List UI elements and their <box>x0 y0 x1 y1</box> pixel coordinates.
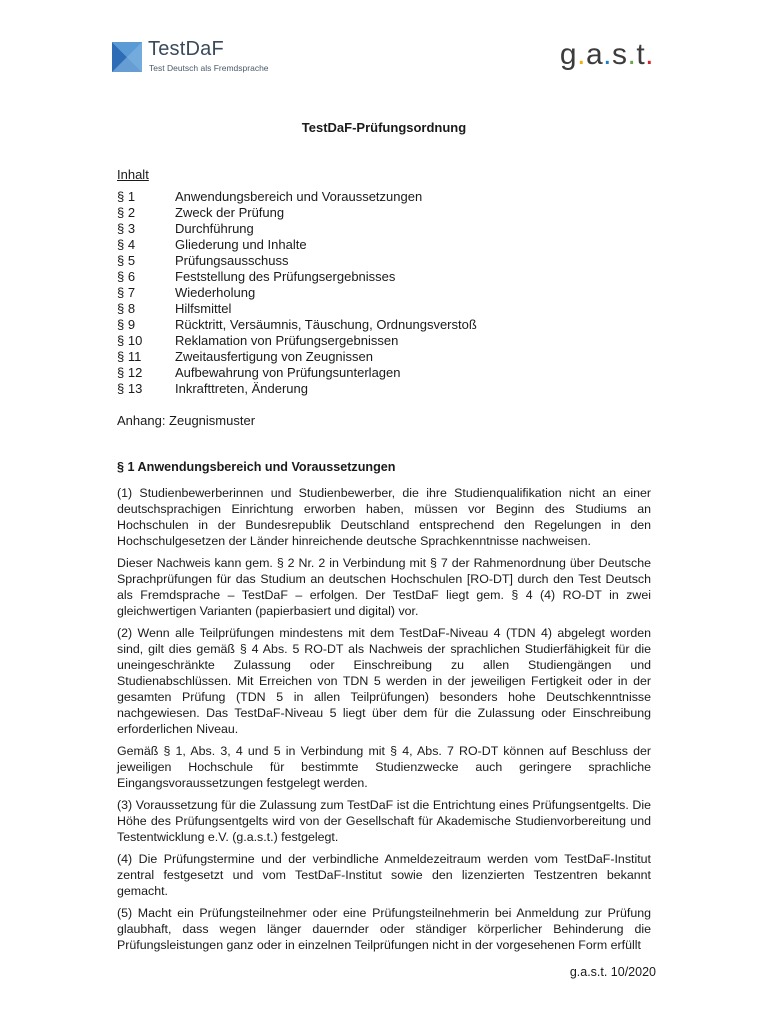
paragraph: (2) Wenn alle Teilprüfungen mindestens mit dem TestDaF-Niveau 4 (TDN 4) abgelegt worden sind, gilt dies gemäß § 4 Abs. 5 RO-DT als Nachweis der sprachlichen Studierfähigkeit für die uneingeschränkte Zulassung oder Einschreibung zu allen Studiengängen und Studienabschlüssen. Mit Erreichen von TDN 5 werden in der jeweiligen Fertigkeit oder in der gesamten Prüfung (TDN 5 in allen Teilprüfungen) besonders hohe Deutschkenntnisse nachgewiesen. Das TestDaF-Niveau 5 liegt über dem für die Zulassung oder Einschreibung erforderlichen Niveau. <box>117 626 651 736</box>
gast-logo <box>560 38 654 72</box>
gast-letter: s <box>611 38 628 71</box>
toc-item <box>117 381 477 397</box>
toc-item <box>117 365 477 381</box>
toc-item-number: § 7 <box>117 285 136 300</box>
toc-appendix: Anhang: Zeugnismuster <box>117 413 256 428</box>
gast-dot: . <box>603 38 612 71</box>
gast-dot: . <box>627 38 637 71</box>
paragraph: (3) Voraussetzung für die Zulassung zum TestDaF ist die Entrichtung eines Prüfungsentgelts. Die Höhe des Prüfungsentgelts wird von der Gesellschaft für Akademische Studienvorbereitung und Testentwicklung e.V. (g.a.s.t.) festgelegt. <box>117 798 651 844</box>
toc-item-number: § 3 <box>117 221 136 236</box>
gast-dot: . <box>645 38 654 71</box>
toc-item-number: § 11 <box>117 349 142 364</box>
toc-item-label: Reklamation von Prüfungsergebnissen <box>175 333 399 348</box>
toc-item-label: Inkrafttreten, Änderung <box>175 381 308 396</box>
logo-subtitle: Test Deutsch als Fremdsprache <box>149 63 269 73</box>
toc-item <box>117 317 477 333</box>
toc-item-label: Zweck der Prüfung <box>175 205 285 220</box>
toc-item-label: Prüfungsausschuss <box>175 253 289 268</box>
table-of-contents <box>117 189 477 397</box>
paragraph: (1) Studienbewerberinnen und Studienbewerber, die ihre Studienqualifikation nicht an einer deutschsprachigen Einrichtung erworben haben, müssen vor Beginn des Studiums an Hochschulen in der Bundesrepublik Deutschland entsprechend den Regelungen in den Hochschulgesetzen der Länder hinreichende deutsche Sprachkenntnisse nachweisen. <box>117 486 651 548</box>
toc-item-label: Durchführung <box>175 221 254 236</box>
gast-dot: . <box>577 38 586 71</box>
toc-item <box>117 205 477 221</box>
toc-item-number: § 13 <box>117 381 143 396</box>
toc-item <box>117 237 477 253</box>
document-title: TestDaF-Prüfungsordnung <box>301 120 467 135</box>
toc-item-label: Aufbewahrung von Prüfungsunterlagen <box>175 365 401 380</box>
toc-item-label: Hilfsmittel <box>175 301 232 316</box>
page-footer: g.a.s.t. 10/2020 <box>569 965 656 979</box>
toc-heading: Inhalt <box>117 167 149 182</box>
toc-item-label: Gliederung und Inhalte <box>175 237 307 252</box>
toc-item-label: Feststellung des Prüfungsergebnisses <box>175 269 396 284</box>
toc-item-number: § 5 <box>117 253 136 268</box>
toc-item-label: Wiederholung <box>175 285 256 300</box>
toc-item-number: § 9 <box>117 317 136 332</box>
toc-item <box>117 253 477 269</box>
testdaf-logo <box>112 38 272 78</box>
toc-item <box>117 301 477 317</box>
toc-item <box>117 349 477 365</box>
toc-item <box>117 333 477 349</box>
toc-item-label: Zweitausfertigung von Zeugnissen <box>175 349 374 364</box>
paragraph: Dieser Nachweis kann gem. § 2 Nr. 2 in Verbindung mit § 7 der Rahmenordnung über Deutsche Sprachprüfungen für das Studium an deutschen Hochschulen [RO-DT] durch den Test Deutsch als Fremdsprache – TestDaF – erfolgen. Der TestDaF liegt gem. § 4 (4) RO-DT in zwei gleichwertigen Varianten (papierbasiert und digital) vor. <box>117 556 651 618</box>
toc-item-number: § 4 <box>117 237 136 252</box>
gast-letter: g <box>559 38 578 71</box>
toc-item-number: § 12 <box>117 365 143 380</box>
paragraph: (5) Macht ein Prüfungsteilnehmer oder eine Prüfungsteilnehmerin bei Anmeldung zur Prüfung glaubhaft, dass wegen länger dauernder oder ständiger körperlicher Behinderung die Prüfungsleistungen ganz oder in einzelnen Teilprüfungen nicht in der vorgesehenen Form erfüllt <box>117 906 651 952</box>
toc-item-label: Anwendungsbereich und Voraussetzungen <box>175 189 423 204</box>
toc-item-number: § 1 <box>117 189 136 204</box>
section-heading: § 1 Anwendungsbereich und Voraussetzungen <box>117 460 396 474</box>
testdaf-logo-icon <box>112 42 142 72</box>
toc-item-label: Rücktritt, Versäumnis, Täuschung, Ordnungsverstoß <box>175 317 477 332</box>
logo-title: TestDaF <box>148 38 224 60</box>
toc-item-number: § 6 <box>117 269 136 284</box>
toc-item-number: § 8 <box>117 301 136 316</box>
toc-item <box>117 269 477 285</box>
section-1 <box>117 459 651 959</box>
toc-item-number: § 2 <box>117 205 136 220</box>
toc-item-number: § 10 <box>117 333 143 348</box>
gast-letter: a <box>585 38 604 71</box>
gast-letter: t <box>636 38 646 71</box>
paragraph: Gemäß § 1, Abs. 3, 4 und 5 in Verbindung mit § 4, Abs. 7 RO-DT können auf Beschluss der jeweiligen Hochschule für bestimmte Studienzwecke auch geringere sprachliche Eingangsvoraussetzungen festgelegt werden. <box>117 744 651 790</box>
toc-item <box>117 285 477 301</box>
toc-item <box>117 189 477 205</box>
paragraph: (4) Die Prüfungstermine und der verbindliche Anmeldezeitraum werden vom TestDaF-Institut zentral festgesetzt und vom TestDaF-Institut sowie den lizenzierten Testzentren bekannt gemacht. <box>117 852 651 898</box>
toc-item <box>117 221 477 237</box>
